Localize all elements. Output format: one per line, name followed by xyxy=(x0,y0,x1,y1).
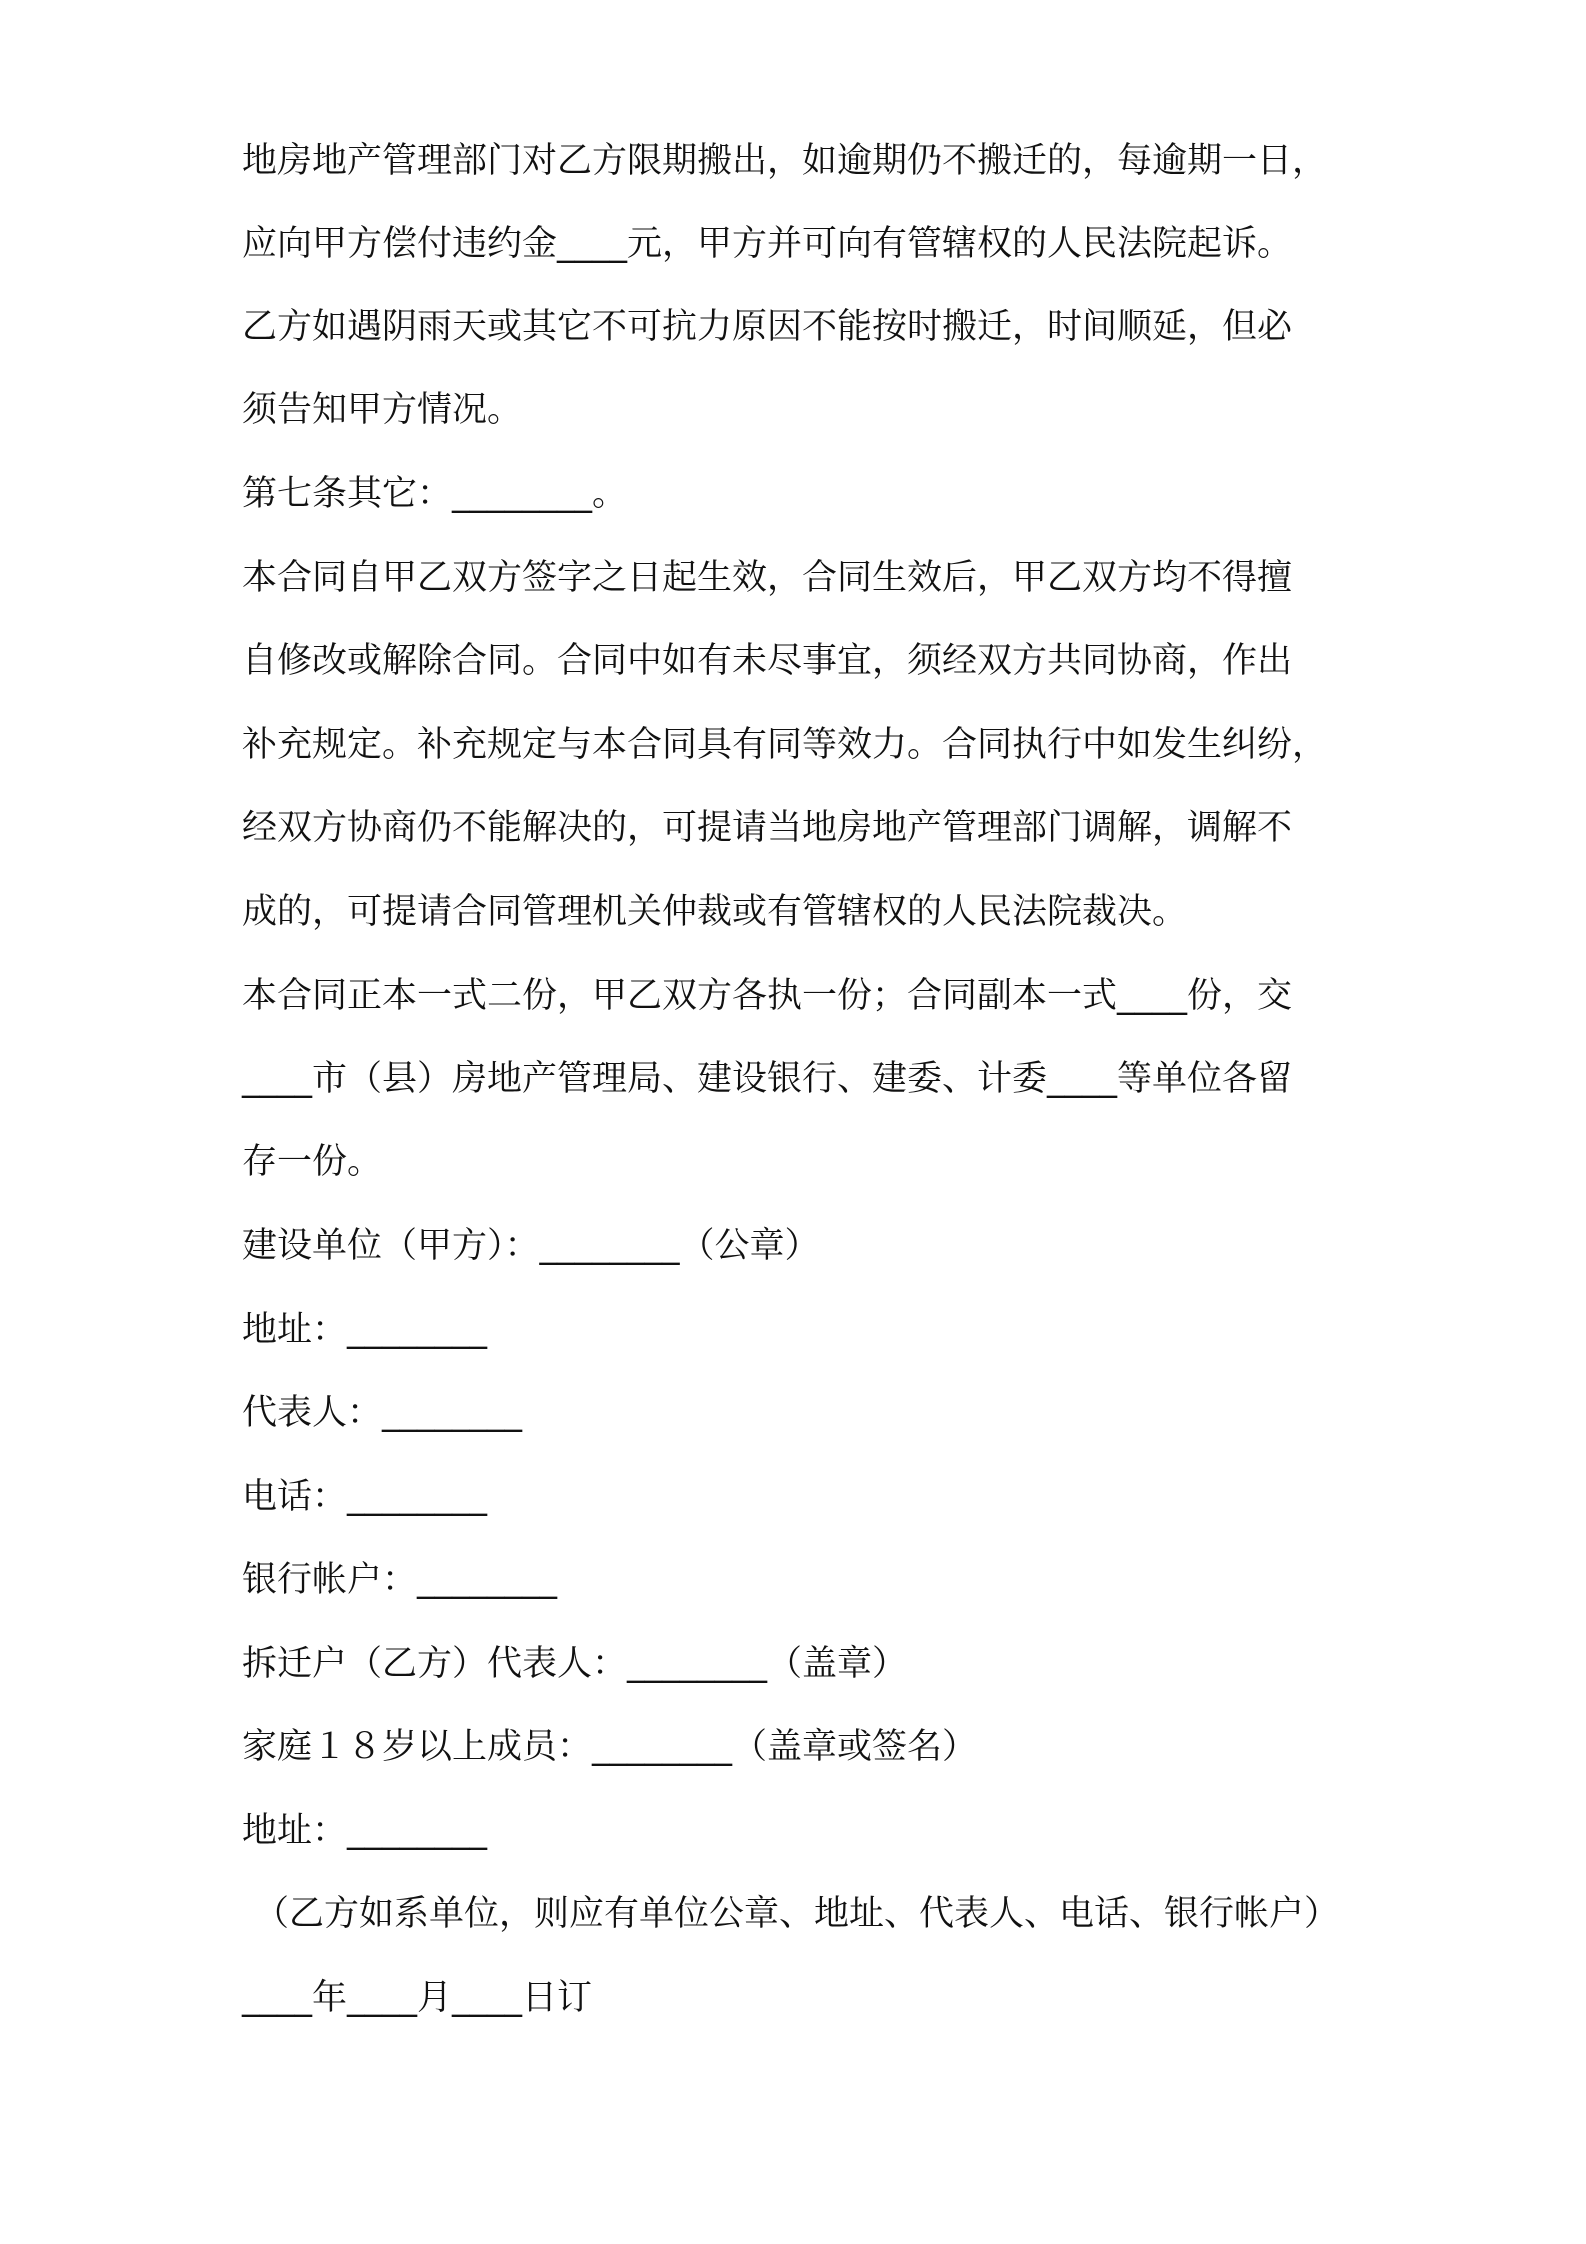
article-seven-line: 第七条其它：________。 xyxy=(242,474,628,514)
paragraph-line: 补充规定。补充规定与本合同具有同等效力。合同执行中如发生纠纷， xyxy=(242,725,1328,765)
party-a-line: 建设单位（甲方）：________（公章） xyxy=(242,1226,820,1266)
paragraph-line: 存一份。 xyxy=(242,1142,383,1182)
party-a-phone-line: 电话：________ xyxy=(242,1477,488,1517)
party-b-representative-line: 拆迁户（乙方）代表人：________（盖章） xyxy=(242,1644,908,1684)
paragraph-line: 本合同正本一式二份，甲乙双方各执一份；合同副本一式____份，交 xyxy=(242,976,1293,1016)
party-a-representative-line: 代表人：________ xyxy=(242,1393,523,1433)
party-b-note-line: （乙方如系单位，则应有单位公章、地址、代表人、电话、银行帐户） xyxy=(254,1894,1340,1934)
paragraph-line: 自修改或解除合同。合同中如有未尽事宜，须经双方共同协商，作出 xyxy=(242,641,1293,681)
party-a-bank-account-line: 银行帐户：________ xyxy=(242,1560,558,1600)
paragraph-line: 成的，可提请合同管理机关仲裁或有管辖权的人民法院裁决。 xyxy=(242,892,1188,932)
paragraph-line: 本合同自甲乙双方签字之日起生效，合同生效后，甲乙双方均不得擅 xyxy=(242,558,1293,598)
paragraph-line: 地房地产管理部门对乙方限期搬出，如逾期仍不搬迁的，每逾期一日， xyxy=(242,141,1328,181)
paragraph-line: 应向甲方偿付违约金____元，甲方并可向有管辖权的人民法院起诉。 xyxy=(242,224,1293,264)
paragraph-line: 须告知甲方情况。 xyxy=(242,390,523,430)
party-b-address-line: 地址：________ xyxy=(242,1811,488,1851)
party-a-address-line: 地址：________ xyxy=(242,1310,488,1350)
party-b-family-members-line: 家庭１８岁以上成员：________（盖章或签名） xyxy=(242,1727,978,1767)
date-line: ____年____月____日订 xyxy=(242,1978,593,2018)
paragraph-line: ____市（县）房地产管理局、建设银行、建委、计委____等单位各留 xyxy=(242,1059,1293,1099)
paragraph-line: 经双方协商仍不能解决的，可提请当地房地产管理部门调解，调解不 xyxy=(242,808,1293,848)
paragraph-line: 乙方如遇阴雨天或其它不可抗力原因不能按时搬迁，时间顺延，但必 xyxy=(242,307,1293,347)
